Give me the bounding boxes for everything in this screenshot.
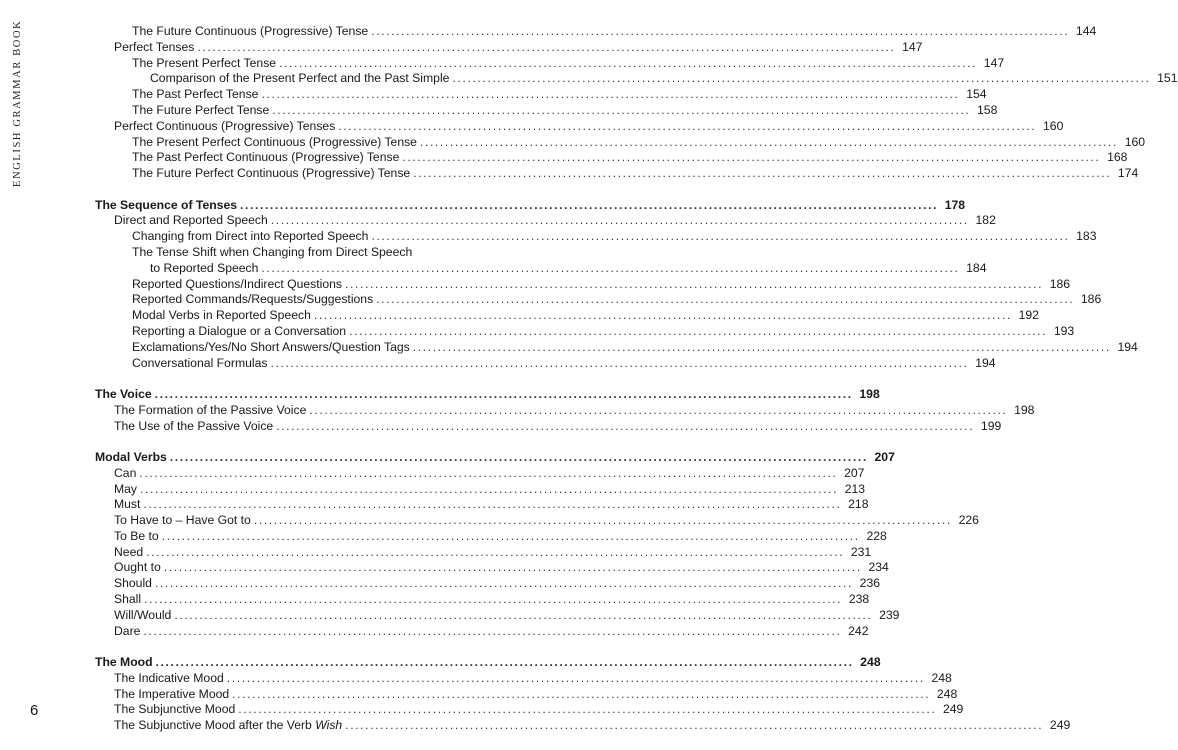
- dot-leader: ............................................................................................................................................: [412, 339, 1111, 354]
- toc-page-number: 144: [1075, 24, 1097, 38]
- toc-entry[interactable]: [95, 339, 1138, 356]
- toc-entry[interactable]: [95, 276, 1071, 293]
- toc-entry[interactable]: [95, 592, 870, 608]
- dot-leader: ............................................................................................................................................: [371, 229, 1070, 244]
- toc-entry[interactable]: [95, 513, 979, 529]
- toc-entry[interactable]: [95, 134, 1146, 151]
- page-number: 6: [30, 702, 39, 719]
- toc-page-number: 192: [1018, 308, 1039, 323]
- toc-entry-title: Modal Verbs: [95, 449, 167, 464]
- toc-entry-title: Reported Questions/Indirect Questions: [132, 276, 343, 291]
- toc-entry[interactable]: [95, 39, 923, 56]
- dot-leader: ............................................................................................................................................: [345, 718, 1044, 733]
- toc-entry[interactable]: [95, 118, 1064, 135]
- toc-entry[interactable]: [95, 323, 1075, 340]
- toc-page-number: 218: [848, 497, 869, 512]
- dot-leader: ............................................................................................................................................: [226, 670, 925, 685]
- toc-entry[interactable]: [95, 481, 866, 498]
- toc-page-number: 182: [975, 213, 996, 228]
- toc-entry-title: The Subjunctive Mood: [114, 702, 236, 717]
- toc-entry-title: The Past Perfect Continuous (Progressive) Tense: [132, 150, 400, 165]
- dot-leader: ............................................................................................................................................: [276, 418, 975, 433]
- toc-entry-title: The Present Perfect Tense: [132, 55, 277, 70]
- toc-page-number: 249: [943, 702, 964, 717]
- toc-page-number: 231: [850, 544, 872, 559]
- toc-entry[interactable]: [95, 418, 1002, 435]
- toc-entry[interactable]: [95, 497, 869, 513]
- dot-leader: ............................................................................................................................................: [413, 166, 1112, 181]
- dot-leader: ............................................................................................................................................: [376, 292, 1075, 307]
- toc-entry-title: The Future Continuous (Progressive) Tense: [132, 24, 369, 38]
- toc-entry-title: The Past Perfect Tense: [132, 87, 259, 102]
- dot-leader: ............................................................................................................................................: [270, 355, 969, 370]
- dot-leader: ............................................................................................................................................: [154, 576, 854, 591]
- toc-page-number: 178: [944, 197, 966, 212]
- section-gap: [95, 182, 538, 198]
- toc-entry-title: Conversational Formulas: [132, 355, 268, 370]
- dot-leader: ............................................................................................................................................: [238, 702, 937, 717]
- toc-page-number: 194: [1117, 339, 1138, 354]
- toc-page-number: 147: [983, 55, 1005, 70]
- toc-page-number: 248: [931, 670, 952, 685]
- toc-entry-title: The Use of the Passive Voice: [114, 418, 274, 433]
- toc-entry-title: The Subjunctive Mood after the Verb Wish: [114, 718, 343, 733]
- dot-leader: ............................................................................................................................................: [143, 497, 842, 512]
- dot-leader: ............................................................................................................................................: [155, 655, 854, 670]
- toc-entry[interactable]: [95, 560, 889, 576]
- toc-page-number: 184: [966, 260, 987, 275]
- toc-entry[interactable]: [95, 102, 998, 119]
- toc-entry[interactable]: [95, 576, 881, 592]
- dot-leader: ............................................................................................................................................: [452, 71, 1151, 86]
- dot-leader: ............................................................................................................................................: [279, 55, 978, 70]
- dot-leader: ............................................................................................................................................: [261, 260, 960, 275]
- toc-entry-title: Comparison of the Present Perfect and the Past Simple: [150, 71, 450, 86]
- toc-entry[interactable]: [95, 308, 1039, 324]
- toc-entry[interactable]: [95, 528, 887, 545]
- toc-entry[interactable]: [95, 702, 964, 718]
- toc-entry-title: Dare: [114, 623, 141, 638]
- dot-leader: ............................................................................................................................................: [309, 402, 1008, 417]
- toc-page-number: 238: [848, 592, 870, 607]
- toc-entry[interactable]: [95, 465, 865, 482]
- toc-entry[interactable]: [95, 670, 952, 687]
- toc-page-number: 236: [859, 576, 881, 591]
- toc-entry-title: The Present Perfect Continuous (Progressive) Tense: [132, 134, 417, 149]
- dot-leader: ............................................................................................................................................: [146, 544, 845, 559]
- toc-entry[interactable]: [95, 718, 1071, 734]
- toc-entry-title: The Tense Shift when Changing from Direct Speech: [132, 244, 413, 259]
- dot-leader: ............................................................................................................................................: [338, 118, 1037, 133]
- dot-leader: ............................................................................................................................................: [169, 449, 868, 464]
- toc-page-number: 186: [1080, 292, 1102, 307]
- dot-leader: ............................................................................................................................................: [253, 513, 952, 528]
- toc-entry-title: To Be to: [114, 528, 159, 543]
- toc-entry[interactable]: [95, 544, 872, 561]
- table-of-contents: [95, 24, 1178, 734]
- toc-entry[interactable]: [95, 24, 1097, 40]
- dot-leader: ............................................................................................................................................: [154, 386, 853, 401]
- toc-entry-title: Should: [114, 576, 152, 591]
- dot-leader: ............................................................................................................................................: [140, 481, 839, 496]
- dot-leader: ............................................................................................................................................: [261, 87, 960, 102]
- toc-page-number: 199: [980, 418, 1002, 433]
- toc-page-number: 207: [874, 449, 895, 464]
- toc-page-number: 186: [1049, 276, 1071, 291]
- toc-page-number: 194: [975, 355, 996, 370]
- dot-leader: ............................................................................................................................................: [371, 24, 1070, 38]
- toc-entry[interactable]: [95, 355, 996, 372]
- toc-entry[interactable]: [95, 402, 1035, 419]
- toc-entry-title: The Indicative Mood: [114, 670, 224, 685]
- dot-leader: ............................................................................................................................................: [419, 134, 1119, 149]
- toc-entry-title: Exclamations/Yes/No Short Answers/Question Tags: [132, 339, 410, 354]
- dot-leader: ............................................................................................................................................: [174, 607, 873, 622]
- toc-page-number: 249: [1049, 718, 1071, 733]
- toc-entry-title: May: [114, 481, 138, 496]
- toc-page-number: 198: [859, 386, 880, 401]
- toc-page-number: 242: [848, 623, 869, 638]
- toc-section-heading[interactable]: [95, 386, 880, 403]
- toc-entry-title: Direct and Reported Speech: [114, 213, 268, 228]
- toc-entry[interactable]: [95, 213, 996, 229]
- toc-entry-title: Modal Verbs in Reported Speech: [132, 308, 311, 323]
- toc-section-heading[interactable]: [95, 449, 895, 466]
- toc-section-heading[interactable]: [95, 197, 966, 214]
- toc-page-number: 239: [879, 607, 900, 622]
- toc-entry-title: The Future Perfect Tense: [132, 102, 270, 117]
- toc-entry-title: Must: [114, 497, 141, 512]
- toc-page-number: 198: [1014, 402, 1035, 417]
- toc-entry[interactable]: [95, 686, 958, 703]
- dot-leader: ............................................................................................................................................: [139, 465, 838, 480]
- dot-leader: ............................................................................................................................................: [143, 623, 842, 638]
- toc-entry-title: to Reported Speech: [150, 260, 259, 275]
- toc-page-number: 248: [936, 686, 958, 701]
- toc-page-number: 154: [966, 87, 987, 102]
- toc-entry-title: Changing from Direct into Reported Speech: [132, 229, 369, 244]
- dot-leader: ............................................................................................................................................: [161, 528, 860, 543]
- toc-entry-title: The Sequence of Tenses: [95, 197, 238, 212]
- dot-leader: ............................................................................................................................................: [345, 276, 1044, 291]
- toc-entry[interactable]: [95, 623, 869, 640]
- toc-page-number: 193: [1053, 323, 1075, 338]
- toc-entry-title: Shall: [114, 592, 142, 607]
- toc-page-number: 226: [958, 513, 979, 528]
- toc-page-number: 234: [868, 560, 889, 575]
- toc-entry-title: Will/Would: [114, 607, 172, 622]
- dot-leader: ............................................................................................................................................: [402, 150, 1101, 165]
- toc-entry[interactable]: [95, 229, 1097, 245]
- section-gap: [95, 371, 538, 387]
- dot-leader: ............................................................................................................................................: [240, 197, 939, 212]
- toc-entry-title: Reported Commands/Requests/Suggestions: [132, 292, 374, 307]
- toc-entry-title: The Formation of the Passive Voice: [114, 402, 307, 417]
- dot-leader: ............................................................................................................................................: [197, 39, 896, 54]
- toc-entry-title: Perfect Continuous (Progressive) Tenses: [114, 118, 336, 133]
- dot-leader: ............................................................................................................................................: [270, 213, 969, 228]
- toc-page-number: 147: [902, 39, 923, 54]
- toc-page-number: 168: [1107, 150, 1128, 165]
- toc-page-number: 160: [1124, 134, 1146, 149]
- toc-page-number: 248: [860, 655, 881, 670]
- toc-page-number: 207: [844, 465, 865, 480]
- toc-entry[interactable]: [95, 260, 987, 277]
- dot-leader: ............................................................................................................................................: [144, 592, 843, 607]
- toc-entry-title: The Mood: [95, 655, 153, 670]
- toc-page-number: 158: [977, 102, 998, 117]
- book-title-vertical: ENGLISH GRAMMAR BOOK: [12, 20, 23, 188]
- toc-page-number: 151: [1157, 71, 1178, 86]
- toc-entry[interactable]: [95, 166, 1139, 182]
- toc-entry-title: Perfect Tenses: [114, 39, 195, 54]
- toc-page-number: 213: [844, 481, 866, 496]
- toc-entry[interactable]: [95, 292, 1102, 308]
- dot-leader: ............................................................................................................................................: [272, 102, 971, 117]
- toc-page-number: 228: [866, 528, 887, 543]
- section-gap: [95, 434, 538, 450]
- toc-entry[interactable]: [95, 245, 538, 261]
- toc-page-number: 183: [1076, 229, 1097, 244]
- toc-entry[interactable]: [95, 55, 1005, 72]
- toc-entry-title: The Imperative Mood: [114, 686, 230, 701]
- toc-section-heading[interactable]: [95, 655, 881, 671]
- toc-page-number: 160: [1043, 118, 1064, 133]
- toc-entry-title: Need: [114, 544, 144, 559]
- toc-entry-title: The Future Perfect Continuous (Progressive) Tense: [132, 166, 411, 181]
- toc-page-number: 174: [1117, 166, 1139, 181]
- dot-leader: ............................................................................................................................................: [163, 560, 862, 575]
- toc-entry-title: The Voice: [95, 386, 152, 401]
- dot-leader: ............................................................................................................................................: [313, 308, 1012, 323]
- dot-leader: ............................................................................................................................................: [232, 686, 931, 701]
- toc-entry-title: To Have to – Have Got to: [114, 513, 251, 528]
- toc-entry[interactable]: [95, 607, 900, 624]
- dot-leader: ............................................................................................................................................: [349, 323, 1048, 338]
- toc-entry-title: Can: [114, 465, 137, 480]
- section-gap: [95, 639, 538, 655]
- toc-entry-title: Ought to: [114, 560, 161, 575]
- toc-entry-title: Reporting a Dialogue or a Conversation: [132, 323, 347, 338]
- toc-entry[interactable]: [95, 150, 1128, 166]
- toc-entry[interactable]: [95, 87, 987, 103]
- toc-entry[interactable]: [95, 71, 1178, 87]
